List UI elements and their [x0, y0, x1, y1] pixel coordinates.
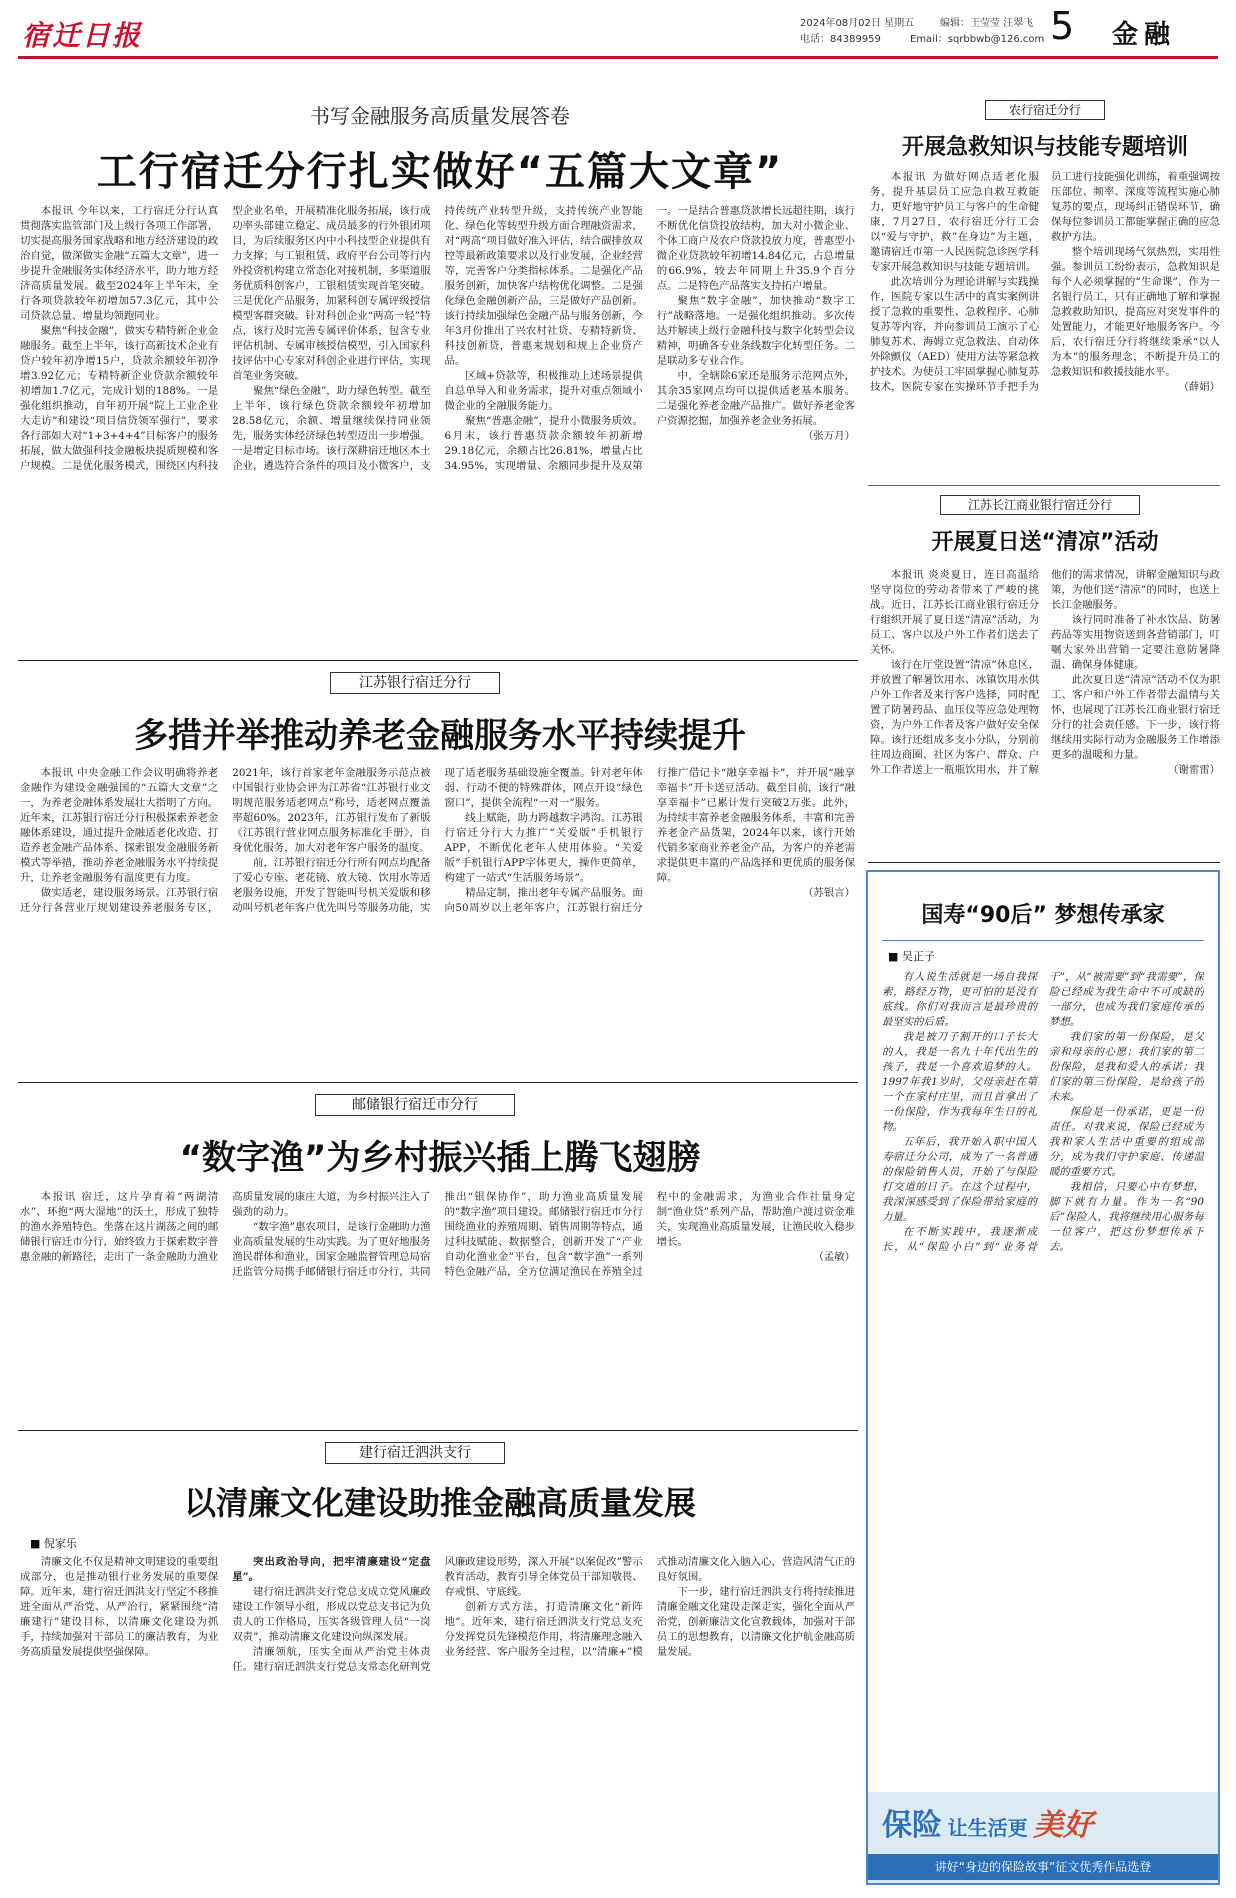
jiangsu-branch-label: 江苏银行宿迁分行: [330, 672, 500, 694]
agri-branch-label: 农行宿迁分行: [985, 100, 1105, 120]
phone-line: 电话：84389959: [800, 34, 881, 45]
author-credit: （苏银言）: [803, 887, 855, 899]
paragraph: 此次夏日送“清凉”活动不仅为职工、客户和户外工作者带去温情与关怀，也展现了江苏长江商业银行宿迁分行的社会责任感。下一步，该行将继续用实际行动为金融服务工作增添更多的温暖和力量。: [1051, 674, 1220, 761]
paragraph: 该行同时准备了补水饮品、防暑药品等实用物资送到各营销部门，叮嘱大家外出营销一定要注意防暑降温、确保身体健康。: [1051, 614, 1220, 671]
author-credit: （张万月）: [803, 430, 855, 442]
author-credit: （薛娟）: [1178, 381, 1220, 393]
paragraph: 此次培训分为理论讲解与实践操作，医院专家以生活中的真实案例讲授了急救的重要性、急救程序、心肺复苏等内容，并向参训员工演示了心肺复苏术、海姆立克急救法、自动体外除颤仪（AED）使用方法等紧急救护技术。为使员工牢固掌握心肺复苏技术，医院专家在实操环节手把手为员工进行技能强化训练，着重强调按压部位、频率、深度等流程实施心肺复苏的要点，现场纠正错误环节，确保每位参训员工都能掌握正确的应急救护方法。: [870, 171, 1220, 393]
paragraph: 下一步，建行宿迁泗洪支行将持续推进清廉金融文化建设走深走实，强化全面从严治党，创新廉洁文化宣教载体，加强对干部员工的思想教育，以清廉文化护航金融高质量发展。: [656, 1586, 855, 1658]
paragraph: 清廉领航，压实全面从严治党主体责任。建行宿迁泗洪支行党总支常态化研判党风廉政建设形势，深入开展“以案促改”警示教育活动，教育引导全体党员干部知敬畏、存戒惧、守底线。: [232, 1556, 643, 1673]
banner-word-better: 美好: [1033, 1808, 1094, 1843]
ccb-byline: [30, 1535, 77, 1551]
icbc-body: [20, 204, 855, 614]
page-number: 5: [1050, 4, 1075, 48]
paragraph: 清廉文化不仅是精神文明建设的重要组成部分，也是推动银行业务发展的重要保障。近年来，建行宿迁泗洪支行坚定不移推进全面从严治党、从严治行，紧紧围绕“清廉建行”建设目标，以清廉文化建设为抓手，持续加强对干部员工的廉洁教育，为业务高质量发展提供坚强保障。: [20, 1556, 219, 1658]
paragraph: 前，江苏银行宿迁分行所有网点均配备了爱心专座、老花镜、放大镜、饮用水等适老服务设施，开发了智能叫号机关爱版和移动叫号机老年客户优先叫号等服务功能，实现了适老服务基础设施全覆盖。针对老年体弱、行动不便的特殊群体，网点开设“绿色窗口”，提供全流程“一对一”服务。: [232, 767, 643, 914]
agri-body: [870, 170, 1220, 480]
paragraph: 本报讯 中央金融工作会议明确将养老金融作为建设金融强国的“五篇大文章”之一，为养老金融体系发展壮大指明了方向。近年来，江苏银行宿迁分行积极探索养老金融体系建设，通过提升金融适老化改造、打造养老金融产品体系、探索银发金融服务新模式等举措，推动养老金融服务水平持续提升，让养老金融服务有温度更有力度。: [20, 767, 219, 884]
banner-word-insurance: 保险: [882, 1808, 942, 1843]
paragraph: 本报讯 炎炎夏日，连日高温给坚守岗位的劳动者带来了严峻的挑战。近日，江苏长江商业银行宿迁分行组织开展了夏日送“清凉”活动，为员工、客户以及户外工作者们送去了关怀。: [870, 569, 1039, 656]
paragraph: 建行宿迁泗洪支行党总支成立党风廉政建设工作领导小组，形成以党总支书记为负责人的工作格局，压实各级管理人员“一岗双责”，推动清廉文化建设向纵深发展。: [232, 1586, 431, 1643]
psbc-branch-label: 邮储银行宿迁市分行: [315, 1094, 515, 1116]
paragraph: 中，全辖除6家还是服务示范网点外，其余35家网点均可以提供适老基本服务。二是强化养老金融产品推广。做好养老金客户资源挖掘，加强养老金业务拓展。: [656, 370, 855, 427]
divider: [18, 1430, 858, 1431]
agri-headline: 开展急救知识与技能专题培训: [901, 135, 1188, 160]
icbc-headline: 工行宿迁分行扎实做好“五篇大文章”: [96, 149, 784, 195]
divider: [868, 862, 1220, 863]
insurance-banner: [868, 1792, 1218, 1883]
paragraph: 聚焦“数字金融”，加快推动“数字工行”战略落地。一是强化组织推动。多次传达并解读上级行金融科技与数字化转型会议精神，明确各专业条线数字化转型任务。二是联动多专业合作。: [656, 295, 855, 367]
ccb-headline: 以清廉文化建设助推金融高质量发展: [183, 1484, 696, 1522]
essay-byline: [888, 948, 935, 964]
masthead-rule: [18, 56, 1218, 59]
paragraph: 本报讯 为做好网点适老化服务，提升基层员工应急自救互救能力，更好地守护员工与客户的生命健康，7月27日，农行宿迁分行工会以“爱与守护，救”在身边”为主题，邀请宿迁市第一人民医院急诊医学科专家开展急救知识与技能专题培训。: [870, 171, 1039, 273]
paragraph: 做实适老，建设服务场景。江苏银行宿迁分行各营业厅规划建设养老服务专区，2021年，该行首家老年金融服务示范点被中国银行业协会评为江苏省“江苏银行业文明规范服务适老网点”称号，适老网点覆盖率超60%。2023年，江苏银行发布了新版《江苏银行营业网点服务标准化手册》，自身优化服务，加大对老年客户服务的温度。: [20, 767, 431, 914]
rural-body: [870, 568, 1220, 858]
psbc-headline: “数字渔”为乡村振兴插上腾飞翅膀: [179, 1138, 701, 1178]
paragraph: 我是被刀子割开的口子长大的人，我是一名九十年代出生的孩子，我是一个喜欢追梦的人。1997年我1岁时，父母亲赶在第一个在家村庄里，而且首拿出了一份保险，作为我每年生日的礼物。: [882, 1031, 1037, 1133]
divider: [18, 660, 858, 661]
jiangsu-headline: 多措并举推动养老金融服务水平持续提升: [134, 716, 746, 756]
author-credit: （谢雷雷）: [1168, 764, 1220, 776]
byline-name: 吴正子: [901, 950, 935, 963]
psbc-body: [20, 1190, 855, 1415]
masthead: [0, 0, 1236, 58]
byline-marker: ■: [888, 950, 902, 963]
paragraph: 本报讯 今年以来，工行宿迁分行认真贯彻落实监管部门及上级行各项工作部署，切实提高服务国家战略和地方经济建设的政治自觉，做深做实金融“五篇大文章”，进一步提升金融服务实体经济水平，助力地方经济高质量发展。截至2024年上半年末，全行各项贷款较年初增加57.3亿元，其中公司贷款总量、增量均领跑同业。: [20, 205, 219, 322]
email-line: Email：sqrbbwb@126.com: [910, 34, 1045, 45]
paragraph: 我相信，只要心中有梦想，脚下就有力量。作为一名“90后”保险人，我将继续用心服务每一位客户，把这份梦想传承下去。: [1049, 1181, 1204, 1253]
paragraph: 保险是一份承诺，更是一份责任。对我来说，保险已经成为我和家人生活中重要的组成部分，成为我们守护家庭、传递温暖的重要方式。: [1049, 1106, 1204, 1178]
paragraph: 聚焦“绿色金融”，助力绿色转型。截至上半年，该行绿色贷款余额较年初增加28.58亿元，余额、增量继续保持同业领先，服务实体经济绿色转型迈出一步增强。一是增定目标市场。该行深耕宿迁地区本土企业，遴选符合条件的项目及小微客户，支持传统产业转型升级，支持传统产业智能化、绿色化等转型升级方面合理融资需求，对“两高”项目做好准入评估，结合碳排放双控等最新政策要求以及行业发展，企业经营等，完善客户分类指标体系。二是强化产品服务创新，加快客户结构优化调整。二是强化绿色金融创新产品，三是做好产品创新。该行持续加强绿色金融产品与服务创新，今年3月份推出了兴农村社贷、专精特新贷、科技创新贷，普惠来规划和规上企业贷产品。: [232, 205, 643, 472]
byline-name: 倪家乐: [43, 1537, 77, 1550]
paragraph: 线上赋能，助力跨越数字鸿沟。江苏银行宿迁分行大力推广“关爱版”手机银行APP，不断优化老年人使用体验。“关爱版”手机银行APP字体更大，操作更简单，构建了一站式“生活服务场景”。: [444, 812, 643, 884]
divider: [868, 485, 1220, 486]
byline-marker: ■: [30, 1537, 44, 1550]
paragraph: 有人说生活就是一场自我探索，路经万物，更可怕的是没有底线。你们对我而言是最珍贵的最坚实的后盾。: [882, 971, 1037, 1028]
paragraph: 在不断实践中，我逐渐成长，从“保险小白”到“业务骨干”，从“被需要”到“我需要”，保险已经成为我生命中不可或缺的一部分，也成为我们家庭传承的梦想。: [882, 971, 1204, 1253]
author-credit: （孟敏）: [813, 1251, 855, 1263]
paragraph: 创新方式方法，打造清廉文化“新阵地”。近年来，建行宿迁泗洪支行党总支充分发挥党员先锋模范作用，将清廉理念融入业务经营、客户服务全过程，以“清廉+”模式推动清廉文化入脑入心，营造风清气正的良好氛围。: [444, 1556, 855, 1658]
jiangsu-body: [20, 766, 855, 1076]
icbc-kicker: 书写金融服务高质量发展答卷: [310, 104, 570, 128]
paragraph: 我们家的第一份保险，是父亲和母亲的心愿；我们家的第二份保险，是我和爱人的承诺；我们家的第三份保险，是给孩子的未来。: [1049, 1031, 1204, 1103]
rural-branch-label: 江苏长江商业银行宿迁分行: [940, 495, 1140, 515]
banner-word-life: 让生活更: [947, 1816, 1028, 1840]
editor-line: 编辑：王莹莹 汪翠飞: [940, 18, 1034, 29]
essay-box: [866, 870, 1220, 1885]
paragraph: 聚焦“普惠金融”，提升小微服务质效。6月末，该行普惠贷款余额较年初新增29.18亿元，余额占比26.81%，增量占比34.95%，实现增量、余额同步提升及双第一。一是结合普惠贷款增长远超往期，该行不断优化信贷投放结构，加大对小微企业、个体工商户及农户贷款投放力度，普惠型小微企业贷款较年初增14.84亿元，占总增量的66.9%，较去年同期上升35.9个百分点。二是特色产品落实支持拓户增量。: [444, 205, 855, 472]
banner-subtitle: 讲好“身边的保险故事”征文优秀作品选登: [868, 1854, 1218, 1880]
paragraph: 该行在厅堂设置“清凉”休息区，并放置了解暑饮用水、冰镇饮用水供户外工作者及来行客户选择，同时配置了防暑药品、血压仪等应急处理物资，为户外工作者及客户做好安全保障。该行还组成多支小分队，分别前往周边商圈、社区为客户、群众、户外工作者送上一瓶瓶饮用水，并了解他们的需求情况，讲解金融知识与政策，为他们送“清凉”的同时，也送上长江金融服务。: [870, 569, 1220, 776]
essay-body: [882, 970, 1204, 1785]
paragraph: 突出政治导向，把牢清廉建设“定盘星”。: [232, 1556, 431, 1583]
paragraph: 区域+贷款等，积极推动上述场景提供自总单导入和业务需求，提升对重点领域小微企业的全融服务能力。: [444, 370, 643, 412]
divider: [18, 1082, 858, 1083]
rural-headline: 开展夏日送“清凉”活动: [931, 530, 1159, 555]
date-line: 2024年08月02日 星期五: [800, 18, 915, 29]
paragraph: 精品定制，推出老年专属产品服务。面向50周岁以上老年客户，江苏银行宿迁分行推广借记卡“融享幸福卡”，并开展“融享幸福卡”开卡送豆活动。截至目前，该行“融享幸福卡”已累计发行突破2万张。此外，为持续丰富养老金融服务体系，丰富和完善养老金产品货架，2024年以来，该行开始代销多家商业养老金产品，为客户的养老需求提供更丰富的产品选择和更优质的服务保障。: [444, 767, 855, 914]
newspaper-logo: 宿迁日报: [22, 19, 143, 52]
essay-headline: 国寿“90后” 梦想传承家: [921, 903, 1165, 928]
ccb-branch-label: 建行宿迁泗洪支行: [325, 1442, 505, 1464]
section-name: 金融: [1112, 20, 1177, 50]
paragraph: 聚焦“科技金融”，做实专精特新企业金融服务。截至上半年，该行高新技术企业有贷户较年初净增15户，贷款余额较年初净增3.92亿元；专精特新企业贷款余额较年初增加1.7亿元，完成计划的188%。一是强化组织推动，自年初开展“院上工业企业大走访”和建设“项目信贷领军强行”，要求各行部如大对“1+3+4+4”目标客户的服务拓展，做大做强科技金融板块提质规模和客户规模。二是优化服务模式，围绕区内科技型企业名单，开展精准化服务拓展，该行成功率头部建立稳定、成员最多的行外银团项目，为后续服务区内中小科技型企业提供有力支撑；与工银租赁、政府平台公司等行内外投资机构建立常态化对接机制，多渠道服务优质科创客户，工银租赁实现首笔突破。三是优化产品服务，加紧科创专属评级授信模型客群突破。针对科创企业“两高一轻”特点，该行及时完善专属评价体系，包含专业评估机制、专属审核授信模型，引入国家科技评估中心专家对科创企业进行评估，实现首笔业务突破。: [20, 205, 431, 472]
paragraph: “数字渔”惠农项目，是该行金融助力渔业高质量发展的生动实践。为了更好地服务渔民群体和渔业，国家金融监督管理总局宿迁监管分局携手邮储银行宿迁市分行，共同推出“银保协作”，助力渔业高质量发展的“数字渔”项目建设。邮储银行宿迁市分行围绕渔业的养殖周期、销售周期等特点，通过科技赋能、数据整合，创新开发了“产业自动化渔业金”平台，包含“数字渔”一系列特色金融产品，全方位满足渔民在养殖全过程中的金融需求，为渔业合作社量身定制“渔业贷”系列产品，帮助渔户渡过资金难关，实现渔业高质量发展，让渔民收入稳步增长。: [232, 1191, 855, 1278]
essay-rule: [882, 940, 1204, 941]
paragraph: 五年后，我开始入职中国人寿宿迁分公司，成为了一名普通的保险销售人员，开始了与保险打交道的日子。在这个过程中，我深深感受到了保险带给家庭的力量。: [882, 1136, 1037, 1223]
paragraph: 整个培训现场气氛热烈，实用性强。参训员工纷纷表示，急救知识是每个人必须掌握的“生命课”，作为一名银行员工，只有正确地了解和掌握急救救助知识，提高应对突发事件的处置能力，才能更好地服务客户。今后，农行宿迁分行将继续秉承“以人为本”的服务理念，不断提升员工的急救知识和救援技能水平。: [1051, 246, 1220, 378]
ccb-body: [20, 1555, 855, 1885]
paragraph: 本报讯 宿迁，这片孕育着“两湖清水”、环抱“两大湿地”的沃土，形成了独特的渔水养殖特色。坐落在这片湖荡之间的邮储银行宿迁市分行，始终致力于探索数字普惠金融的新路径，走出了一条金融助力渔业高质量发展的康庄大道，为乡村振兴注入了强劲的动力。: [20, 1191, 431, 1263]
banner-title: [882, 1800, 1093, 1844]
